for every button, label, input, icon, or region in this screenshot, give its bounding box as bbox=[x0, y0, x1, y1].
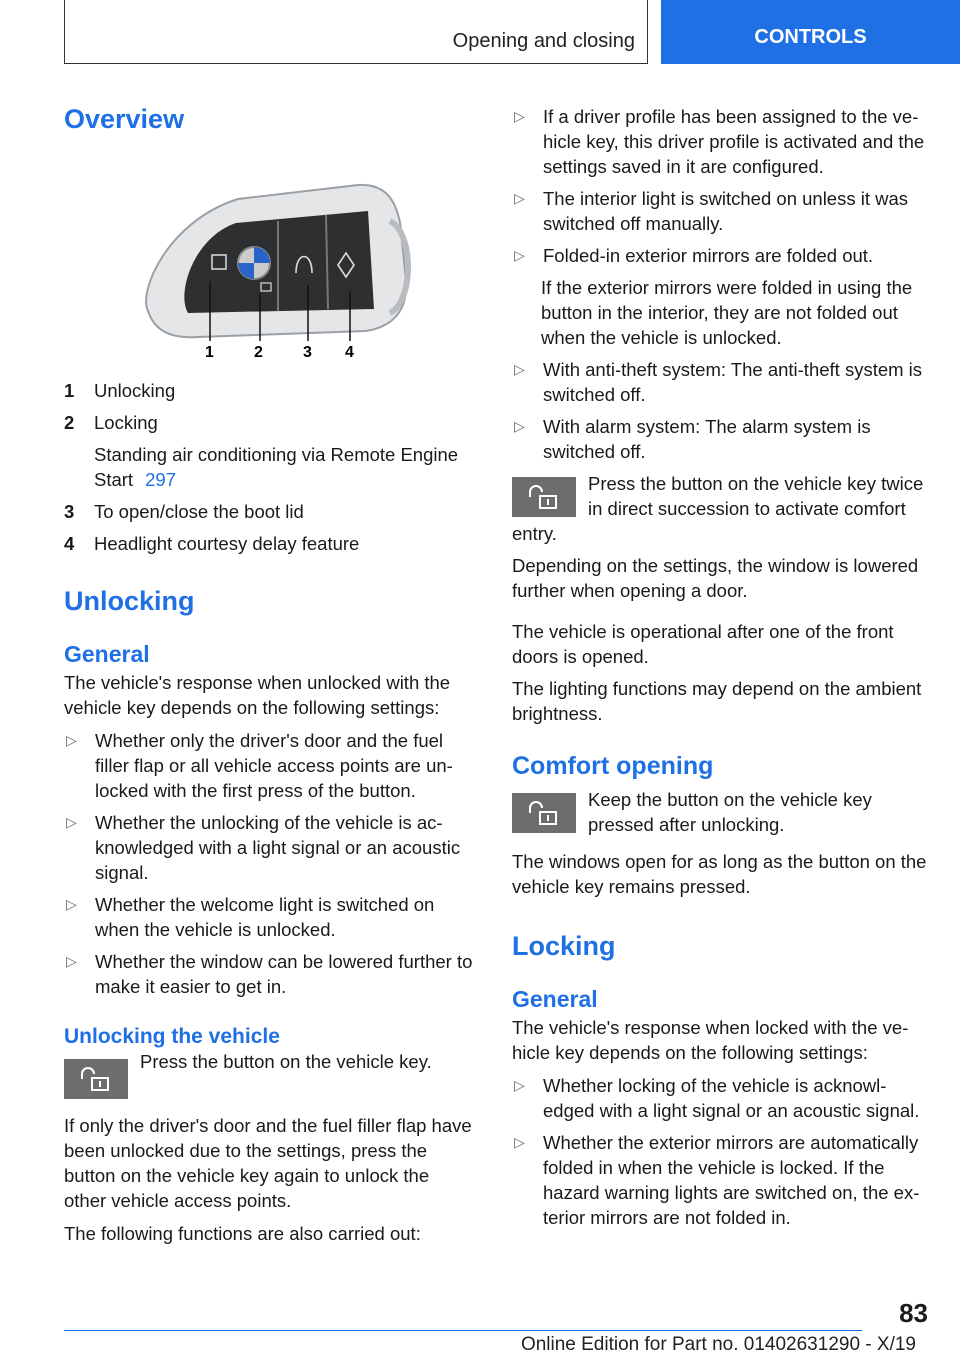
unlock-button-icon bbox=[512, 793, 576, 833]
list-item: ▷ Whether the welcome light is switched on when the vehicle is unlocked. bbox=[66, 894, 435, 940]
list-item: Standing air conditioning via Remote Engine Start 297 bbox=[94, 444, 459, 490]
list-item: ▷ With anti-theft system: The anti-theft system is switched off. bbox=[514, 359, 923, 405]
triangle-right-icon: ▷ bbox=[514, 108, 525, 124]
unlock-button-row: Press the button on the vehicle key. bbox=[64, 1049, 476, 1103]
header-chapter-tab[interactable]: CONTROLS bbox=[661, 0, 960, 64]
overview-heading: Overview bbox=[64, 104, 185, 134]
comfort-opening-row: Keep the button on the vehicle key pressed after unlocking. bbox=[512, 781, 928, 837]
vehicle-key-figure bbox=[128, 181, 428, 361]
triangle-right-icon: ▷ bbox=[514, 247, 525, 263]
callout-2: 2 bbox=[254, 344, 263, 361]
triangle-right-icon: ▷ bbox=[66, 896, 77, 912]
callout-3: 3 bbox=[303, 344, 312, 361]
triangle-right-icon: ▷ bbox=[514, 361, 525, 377]
mirror-note: If the exterior mirrors were folded in using the button in the interior, they are not folded out when the vehicle is unlocked. bbox=[541, 277, 913, 348]
unlock-button-icon bbox=[64, 1059, 128, 1099]
triangle-right-icon: ▷ bbox=[514, 418, 525, 434]
header-section-title: Opening and closing bbox=[452, 30, 635, 52]
footer-divider bbox=[64, 1330, 862, 1331]
list-item: ▷ Whether the exterior mirrors are automatically folded in when the vehicle is locked. If the hazard warning lights are switched on, the exterior mirrors are not folded in. bbox=[514, 1132, 920, 1228]
list-item: ▷ Folded-in exterior mirrors are folded out. bbox=[514, 245, 874, 266]
windows-open-text: The windows open for as long as the button on the vehicle key remains pressed. bbox=[512, 851, 927, 897]
unlocking-settings-list bbox=[64, 728, 476, 999]
list-item: ▷ Whether locking of the vehicle is acknowledged with a light signal or an acoustic signal. bbox=[514, 1075, 920, 1121]
list-item: ▷ Whether only the driver's door and the fuel filler flap or all vehicle access points are unlocked with the first press of the button. bbox=[66, 730, 453, 801]
unlocking-heading: Unlocking bbox=[64, 586, 195, 616]
header-section-box bbox=[64, 0, 648, 64]
triangle-right-icon: ▷ bbox=[514, 190, 525, 206]
unlock-button-icon bbox=[512, 477, 576, 517]
triangle-right-icon: ▷ bbox=[66, 814, 77, 830]
unlocking-p2: The following functions are also carried out: bbox=[64, 1223, 421, 1244]
unlocking-vehicle-heading: Unlocking the vehicle bbox=[64, 1025, 280, 1048]
list-item: ▷ The interior light is switched on unless it was switched off manually. bbox=[514, 188, 909, 234]
overview-list bbox=[64, 378, 476, 556]
page-reference-link[interactable]: 297 bbox=[145, 469, 176, 490]
unlocking-general-text: The vehicle's response when unlocked with the vehicle key depends on the following settings: bbox=[64, 672, 451, 718]
list-item: ▷ With alarm system: The alarm system is switched off. bbox=[514, 416, 871, 462]
list-item: 3 To open/close the boot lid bbox=[64, 501, 304, 522]
right-column bbox=[512, 104, 928, 1237]
callout-1: 1 bbox=[205, 344, 214, 361]
list-item: ▷ Whether the unlocking of the vehicle is acknowledged with a light signal or an acoustic signal. bbox=[66, 812, 461, 883]
triangle-right-icon: ▷ bbox=[66, 953, 77, 969]
unlocking-p1: If only the driver's door and the fuel filler flap have been unlocked due to the settings, press the button on the vehicle key again to unlock the other vehicle access points. bbox=[64, 1115, 472, 1211]
comfort-opening-heading: Comfort opening bbox=[512, 752, 714, 780]
triangle-right-icon: ▷ bbox=[514, 1077, 525, 1093]
window-text: Depending on the settings, the window is lowered further when opening a door. bbox=[512, 555, 919, 601]
triangle-right-icon: ▷ bbox=[514, 1134, 525, 1150]
unlocking-general-heading: General bbox=[64, 641, 150, 667]
page-number: 83 bbox=[899, 1298, 928, 1328]
list-item: ▷ Whether the window can be lowered further to make it easier to get in. bbox=[66, 951, 473, 997]
locking-general-text: The vehicle's response when locked with the vehicle key depends on the following settings: bbox=[512, 1017, 909, 1063]
locking-general-heading: General bbox=[512, 986, 598, 1012]
list-item: 1 Unlocking bbox=[64, 380, 176, 401]
left-column bbox=[64, 96, 476, 1246]
triangle-right-icon: ▷ bbox=[66, 732, 77, 748]
list-item: ▷ If a driver profile has been assigned to the vehicle key, this driver profile is activated and the settings saved in it are configured. bbox=[514, 106, 925, 177]
list-item: 4 Headlight courtesy delay feature bbox=[64, 533, 360, 554]
comfort-entry-row: Press the button on the vehicle key twice in direct succession to activate comfort entry. bbox=[512, 473, 924, 544]
footer-edition: Online Edition for Part no. 01402631290 - X/19 bbox=[520, 1334, 916, 1355]
operational-text: The vehicle is operational after one of the front doors is opened. bbox=[512, 621, 894, 667]
callout-4: 4 bbox=[345, 344, 354, 361]
list-item: 2 Locking bbox=[64, 412, 158, 433]
locking-heading: Locking bbox=[512, 931, 616, 961]
lighting-text: The lighting functions may depend on the ambient brightness. bbox=[512, 678, 922, 724]
